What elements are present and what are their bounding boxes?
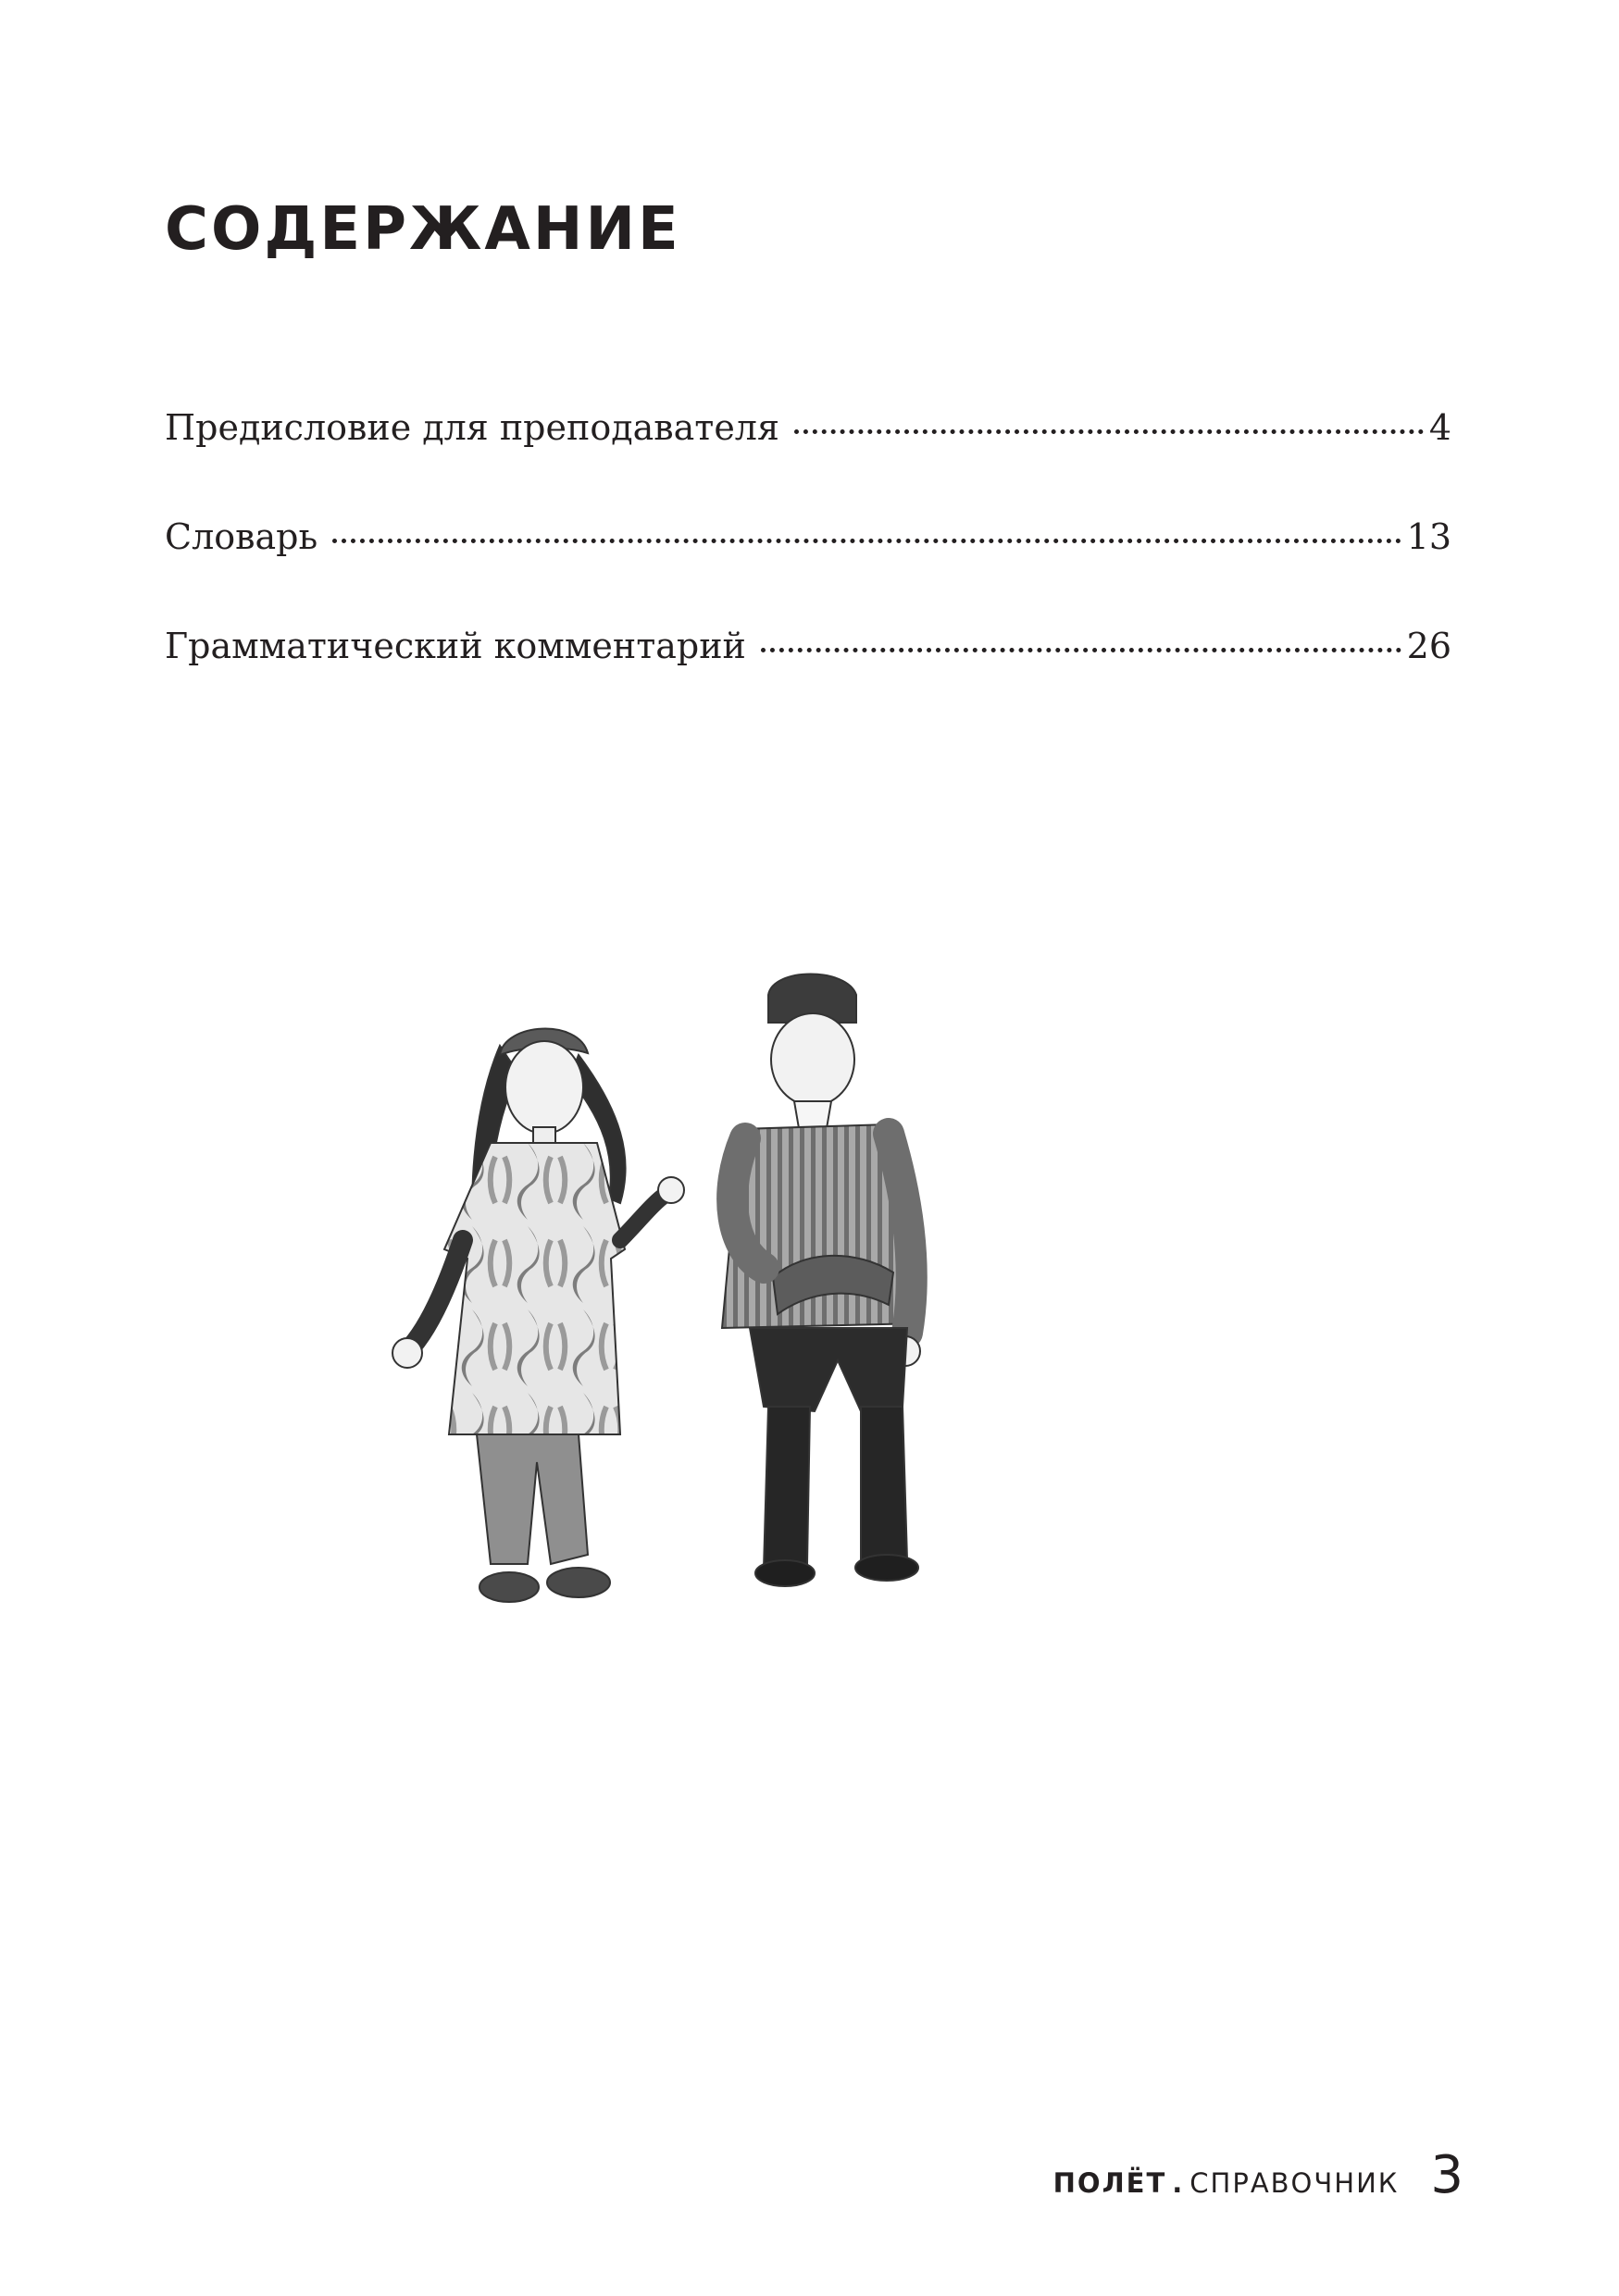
running-title	[1053, 2167, 1400, 2199]
book-subtitle: СПРАВОЧНИК	[1189, 2167, 1400, 2199]
page-number: 3	[1430, 2145, 1463, 2205]
toc-dot-leader	[332, 539, 1401, 543]
toc-entry-label: Предисловие для преподавателя	[165, 407, 779, 448]
toc-entry-label: Словарь	[165, 516, 318, 557]
toc-entry-preface[interactable]	[165, 407, 1451, 516]
page-title: СОДЕРЖАНИЕ	[165, 194, 681, 264]
toc-entry-page: 26	[1406, 626, 1451, 666]
boy-figure	[722, 974, 921, 1587]
book-title: ПОЛЁТ	[1052, 2167, 1167, 2199]
toc-entry-dictionary[interactable]	[165, 516, 1451, 626]
toc-entry-label: Грамматический комментарий	[165, 626, 746, 666]
toc-entry-page: 4	[1428, 407, 1451, 448]
page-footer	[1053, 2145, 1463, 2205]
children-in-national-costume-illustration	[389, 972, 1259, 1842]
title-separator: .	[1172, 2167, 1185, 2199]
toc-dot-leader	[794, 429, 1424, 434]
table-of-contents	[165, 407, 1451, 735]
toc-entry-page: 13	[1406, 516, 1451, 557]
toc-entry-grammar[interactable]	[165, 626, 1451, 735]
toc-dot-leader	[761, 648, 1401, 652]
girl-figure	[392, 1029, 684, 1602]
